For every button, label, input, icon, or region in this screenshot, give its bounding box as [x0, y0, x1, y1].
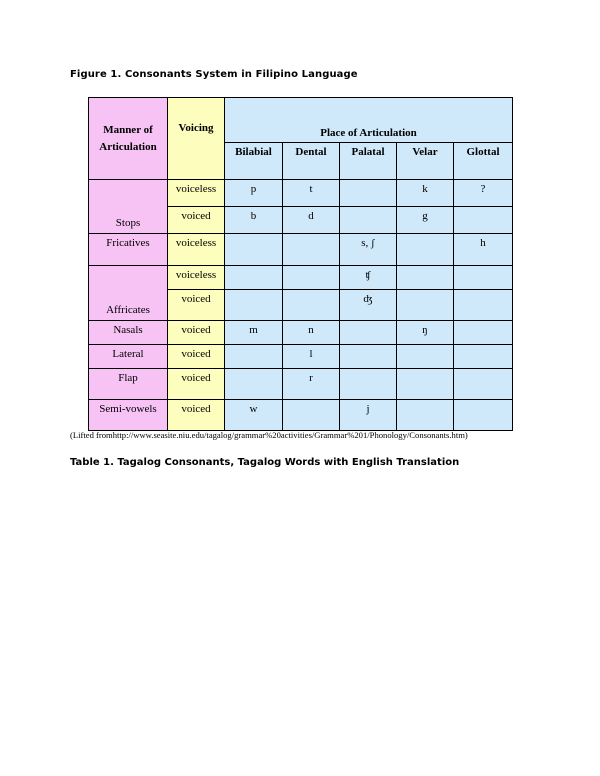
consonant-cell: r [283, 369, 340, 400]
consonant-cell [397, 345, 454, 369]
table-row [89, 400, 513, 431]
manner-stops: Stops [89, 180, 168, 234]
consonant-cell [340, 345, 397, 369]
consonant-cell [397, 266, 454, 290]
voicing-cell: voiced [168, 369, 225, 400]
consonant-cell: m [225, 321, 283, 345]
header-place-bilabial: Bilabial [225, 143, 283, 180]
voicing-cell: voiced [168, 207, 225, 234]
consonants-table [88, 97, 513, 431]
consonant-cell [225, 369, 283, 400]
table-title: Table 1. Tagalog Consonants, Tagalog Words with English Translation [70, 457, 460, 468]
consonant-cell: t [283, 180, 340, 207]
voicing-cell: voiced [168, 321, 225, 345]
consonant-cell: b [225, 207, 283, 234]
consonant-cell: ŋ [397, 321, 454, 345]
consonant-cell [283, 290, 340, 321]
consonant-cell [397, 369, 454, 400]
consonant-cell [225, 290, 283, 321]
manner-affricates: Affricates [89, 266, 168, 321]
consonant-cell: ʤ [340, 290, 397, 321]
consonant-cell [454, 400, 513, 431]
manner-fricatives: Fricatives [89, 234, 168, 266]
figure-title: Figure 1. Consonants System in Filipino Language [70, 69, 358, 80]
header-manner: Manner of Articulation [89, 98, 168, 180]
voicing-cell: voiced [168, 345, 225, 369]
consonant-cell: g [397, 207, 454, 234]
consonant-cell [454, 369, 513, 400]
consonant-cell [454, 290, 513, 321]
consonant-cell: s, ʃ [340, 234, 397, 266]
table-row [89, 345, 513, 369]
table-row [89, 234, 513, 266]
source-note: (Lifted fromhttp://www.seasite.niu.edu/tagalog/grammar%20activities/Grammar%201/Phonology/Consonants.htm) [70, 430, 468, 440]
voicing-cell: voiceless [168, 266, 225, 290]
consonant-cell [454, 345, 513, 369]
consonant-cell [397, 400, 454, 431]
consonant-cell: h [454, 234, 513, 266]
table-row [89, 321, 513, 345]
consonant-cell: l [283, 345, 340, 369]
consonant-cell [225, 234, 283, 266]
consonant-cell: p [225, 180, 283, 207]
consonant-cell: n [283, 321, 340, 345]
table-row [89, 266, 513, 290]
voicing-cell: voiced [168, 400, 225, 431]
consonant-cell [454, 321, 513, 345]
consonant-cell: d [283, 207, 340, 234]
consonant-cell [454, 266, 513, 290]
consonant-cell [225, 345, 283, 369]
consonant-cell: ? [454, 180, 513, 207]
consonant-cell [283, 400, 340, 431]
consonant-cell: ʧ [340, 266, 397, 290]
consonant-cell [454, 207, 513, 234]
consonant-cell: w [225, 400, 283, 431]
consonant-cell [397, 234, 454, 266]
consonant-cell [397, 290, 454, 321]
manner-flap: Flap [89, 369, 168, 400]
voicing-cell: voiced [168, 290, 225, 321]
consonant-cell [283, 234, 340, 266]
header-place: Place of Articulation [225, 98, 513, 143]
voicing-cell: voiceless [168, 234, 225, 266]
consonant-cell: k [397, 180, 454, 207]
header-place-glottal: Glottal [454, 143, 513, 180]
manner-semi-vowels: Semi-vowels [89, 400, 168, 431]
consonant-cell [283, 266, 340, 290]
header-voicing: Voicing [168, 98, 225, 180]
table-row [89, 369, 513, 400]
header-place-palatal: Palatal [340, 143, 397, 180]
consonant-cell [340, 207, 397, 234]
voicing-cell: voiceless [168, 180, 225, 207]
consonant-cell [340, 369, 397, 400]
manner-lateral: Lateral [89, 345, 168, 369]
manner-nasals: Nasals [89, 321, 168, 345]
header-place-velar: Velar [397, 143, 454, 180]
consonant-cell: j [340, 400, 397, 431]
consonant-cell [340, 180, 397, 207]
header-place-dental: Dental [283, 143, 340, 180]
consonant-cell [340, 321, 397, 345]
consonant-cell [225, 266, 283, 290]
table-row [89, 180, 513, 207]
